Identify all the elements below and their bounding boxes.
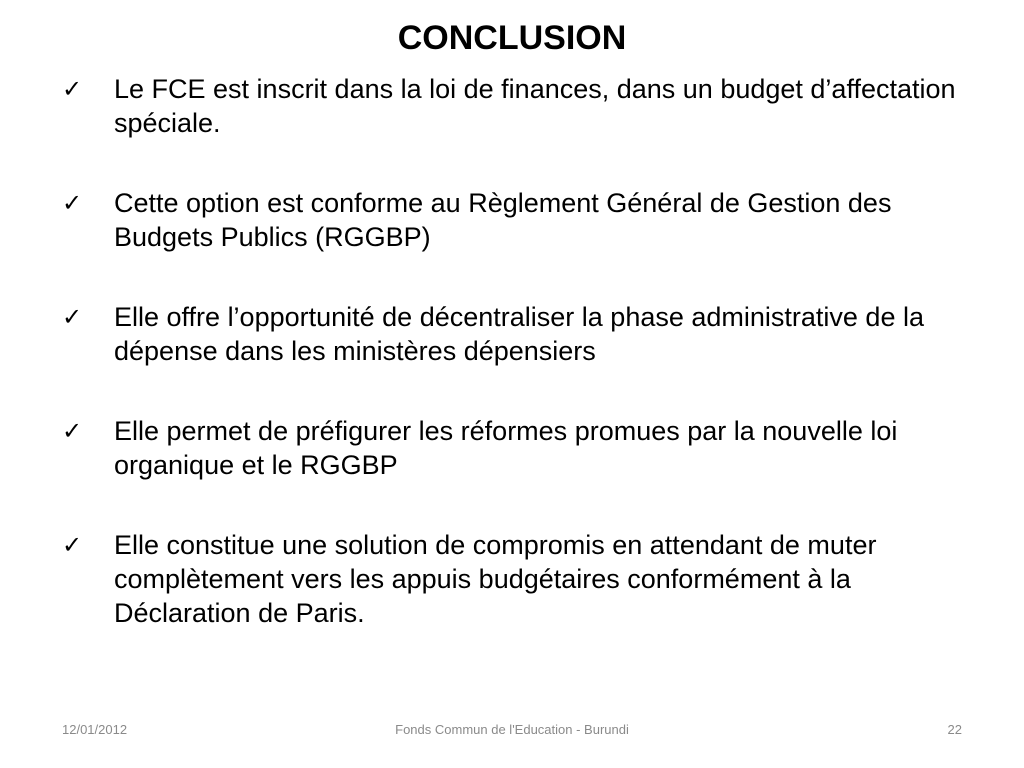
bullet-item — [62, 300, 962, 368]
bullet-text: Cette option est conforme au Règlement Général de Gestion des Budgets Publics (RGGBP) — [114, 188, 892, 252]
bullet-item — [62, 72, 962, 140]
bullet-text: Elle constitue une solution de compromis en attendant de muter complètement vers les appuis budgétaires conformément à la Déclaration de Paris. — [114, 530, 877, 628]
checkmark-icon: ✓ — [62, 417, 83, 445]
bullet-text: Le FCE est inscrit dans la loi de finances, dans un budget d’affectation spéciale. — [114, 74, 956, 138]
page-number: 22 — [947, 722, 962, 737]
bullet-item — [62, 186, 962, 254]
checkmark-icon: ✓ — [62, 75, 83, 103]
bullet-list — [62, 72, 962, 676]
checkmark-icon: ✓ — [62, 531, 83, 559]
bullet-item — [62, 528, 962, 630]
bullet-item — [62, 414, 962, 482]
bullet-text: Elle permet de préfigurer les réformes promues par la nouvelle loi organique et le RGGBP — [114, 416, 898, 480]
footer-title: Fonds Commun de l'Education - Burundi — [395, 722, 629, 737]
footer-date: 12/01/2012 — [62, 722, 128, 737]
checkmark-icon: ✓ — [62, 303, 83, 331]
bullet-text: Elle offre l’opportunité de décentraliser la phase administrative de la dépense dans les ministères dépensiers — [114, 302, 924, 366]
slide-title: CONCLUSION — [397, 19, 627, 57]
checkmark-icon: ✓ — [62, 189, 83, 217]
